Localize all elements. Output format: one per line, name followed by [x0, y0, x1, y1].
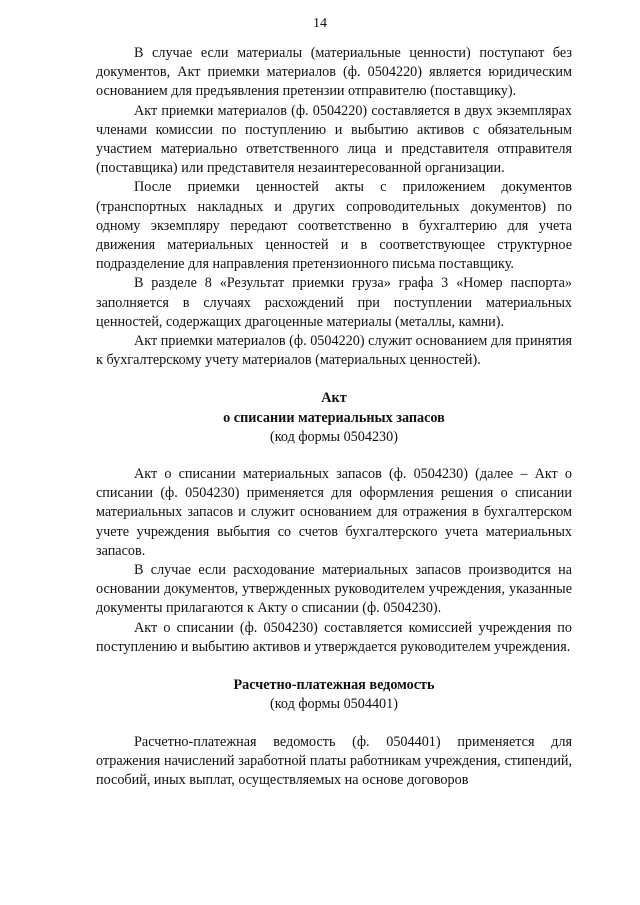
- paragraph: Акт о списании (ф. 0504230) составляется комиссией учреждения по поступлению и выбытию активов и утверждается руководителем учреждения.: [96, 619, 572, 655]
- paragraph: В случае если расходование материальных запасов производится на основании документов, утвержденных руководителем учреждения, указанные документы прилагаются к Акту о списании (ф. 0504230).: [96, 562, 572, 617]
- section-title: Расчетно-платежная ведомость: [233, 677, 435, 694]
- paragraph: Акт о списании материальных запасов (ф. 0504230) (далее – Акт о списании (ф. 0504230) применяется для оформления решения о списании материальных запасов и служит основанием для отражения в бухгалтерском учете учреждения выбытия со счетов бухгалтерского учета материальных запасов.: [96, 466, 572, 559]
- section-title: Акт: [321, 390, 347, 407]
- form-code: (код формы 0504230): [270, 428, 398, 445]
- page-number: 14: [313, 16, 327, 31]
- paragraph: Расчетно-платежная ведомость (ф. 0504401) применяется для отражения начислений заработной платы работникам учреждения, стипендий, пособий, иных выплат, осуществляемых на основе договоров: [96, 733, 572, 788]
- paragraph: В случае если материалы (материальные ценности) поступают без документов, Акт приемки материалов (ф. 0504220) является юридическим основанием для предъявления претензии отправителю (поставщику).: [96, 45, 572, 100]
- section-write-off-act: [96, 389, 572, 657]
- paragraph: Акт приемки материалов (ф. 0504220) составляется в двух экземплярах членами комиссии по поступлению и выбытию активов с обязательным участием материально ответственного лица и представителя отправителя (поставщика) или представителя незаинтересованной организации.: [96, 102, 572, 177]
- form-code: (код формы 0504401): [270, 696, 398, 713]
- paragraph: После приемки ценностей акты с приложением документов (транспортных накладных и других сопроводительных документов) по одному экземпляру передают соответственно в бухгалтерию для учета движения материальных ценностей и в соответствующее структурное подразделение для направления претензионного письма поставщику.: [96, 179, 572, 273]
- section-payroll-statement: [96, 676, 572, 790]
- paragraph: В разделе 8 «Результат приемки груза» графа 3 «Номер паспорта» заполняется в случаях расхождений при поступлении материальных ценностей, содержащих драгоценные материалы (металлы, камни).: [96, 275, 572, 330]
- section-title: о списании материальных запасов: [223, 409, 445, 426]
- paragraph: Акт приемки материалов (ф. 0504220) служит основанием для принятия к бухгалтерскому учету материалов (материальных ценностей).: [96, 333, 572, 369]
- section-acceptance-act: [96, 44, 572, 370]
- document-body: [96, 44, 572, 790]
